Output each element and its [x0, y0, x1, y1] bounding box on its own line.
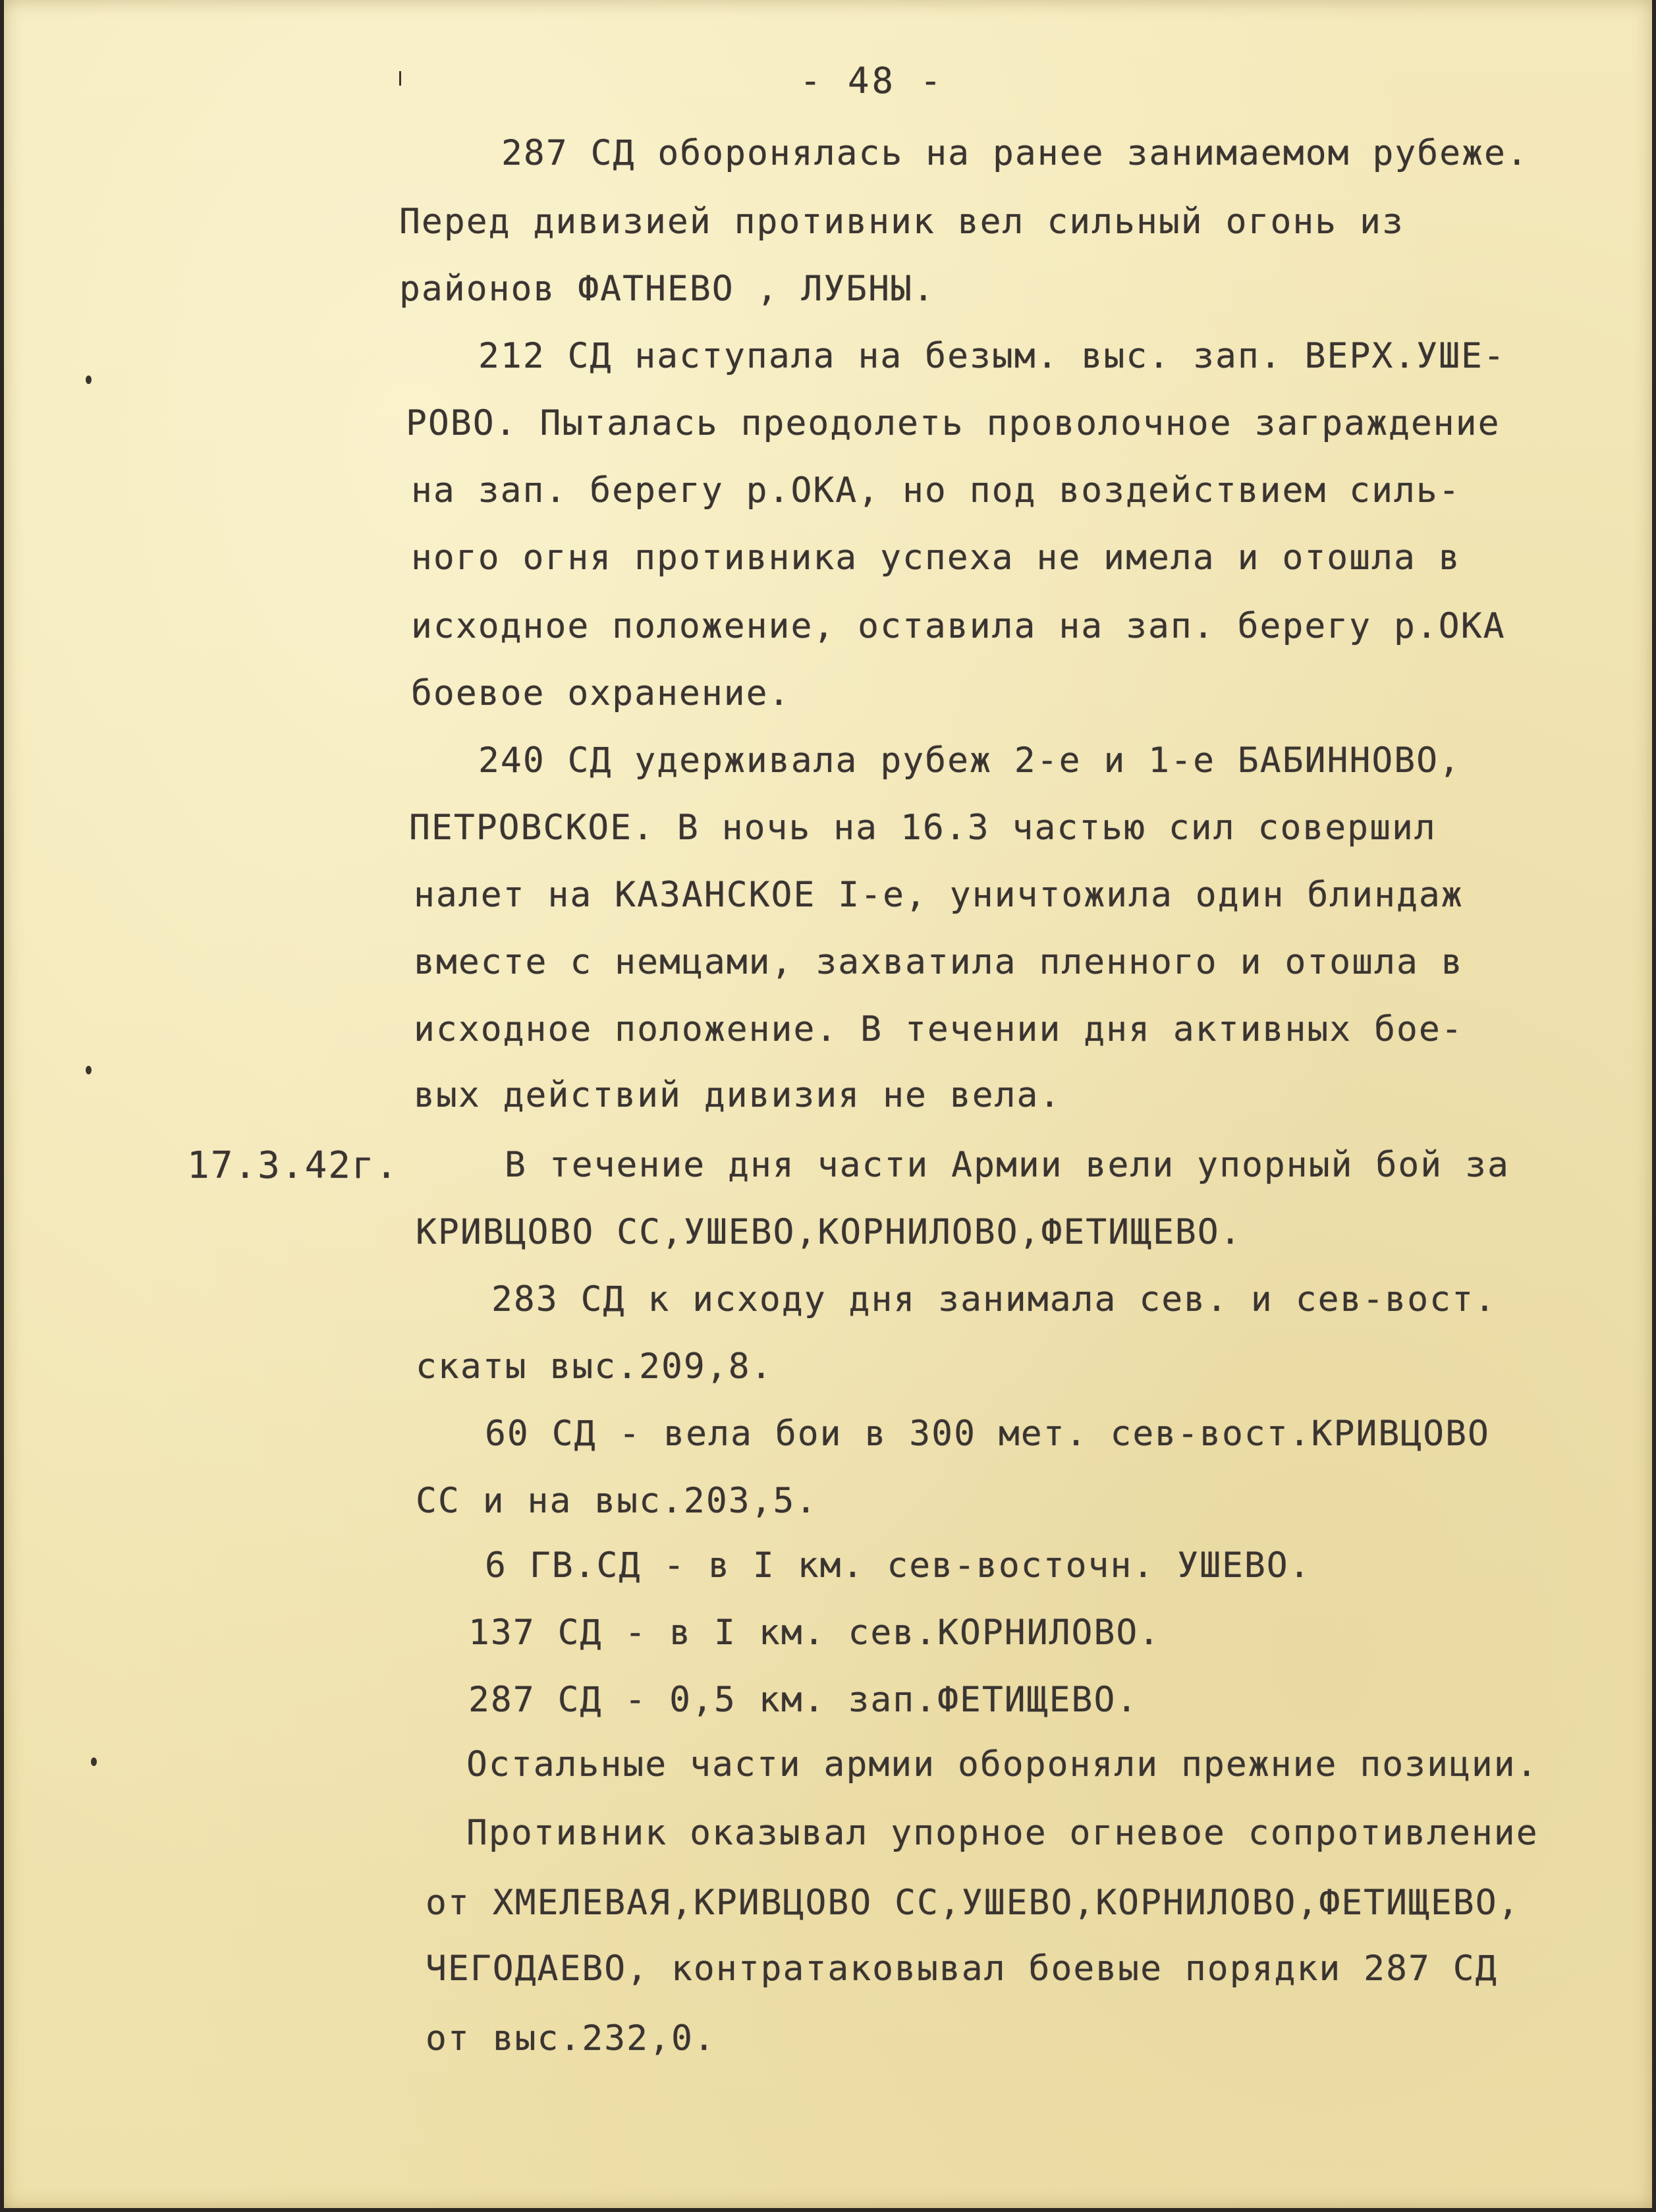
binding-hole: [86, 1066, 92, 1074]
text-line: исходное положение. В течении дня активных бое-: [414, 1009, 1464, 1049]
text-line: 287 СД оборонялась на ранее занимаемом рубеже.: [501, 133, 1529, 173]
text-line: от выс.232,0.: [426, 2018, 716, 2059]
text-line: скаты выс.209,8.: [416, 1346, 773, 1387]
text-line: ПЕТРОВСКОЕ. В ночь на 16.3 частью сил совершил: [409, 808, 1437, 848]
text-line: налет на КАЗАНСКОЕ I-е, уничтожила один блиндаж: [414, 875, 1464, 915]
text-line: Остальные части армии обороняли прежние позиции.: [466, 1744, 1539, 1784]
text-line: исходное положение, оставила на зап. берегу р.ОКА: [411, 606, 1506, 646]
text-line: районов ФАТНЕВО , ЛУБНЫ.: [399, 269, 935, 309]
text-line: ного огня противника успеха не имела и отошла в: [411, 538, 1461, 578]
text-line: 240 СД удерживала рубеж 2-е и 1-е БАБИННОВО,: [478, 740, 1461, 781]
text-line: СС и на выс.203,5.: [416, 1481, 818, 1521]
entry-date: 17.3.42г.: [187, 1144, 399, 1187]
text-line: вместе с немцами, захватила пленного и отошла в: [414, 942, 1464, 982]
text-line: 60 СД - вела бои в 300 мет. сев-вост.КРИВЦОВО: [485, 1414, 1490, 1454]
document-page: [4, 0, 1652, 2208]
text-line: ЧЕГОДАЕВО, контратаковывал боевые порядки 287 СД: [426, 1949, 1498, 1989]
text-line: боевое охранение.: [411, 673, 791, 713]
binding-hole: [86, 375, 92, 384]
text-line: В течение дня части Армии вели упорный бой за: [505, 1145, 1510, 1185]
text-line: КРИВЦОВО СС,УШЕВО,КОРНИЛОВО,ФЕТИЩЕВО.: [416, 1212, 1242, 1252]
text-line: РОВО. Пыталась преодолеть проволочное заграждение: [406, 403, 1501, 443]
text-line: 283 СД к исходу дня занимала сев. и сев-вост.: [491, 1279, 1497, 1319]
margin-pencil-mark: [399, 71, 401, 86]
text-line: вых действий дивизия не вела.: [414, 1075, 1062, 1115]
text-line: 6 ГВ.СД - в I км. сев-восточн. УШЕВО.: [485, 1545, 1311, 1586]
text-line: от ХМЕЛЕВАЯ,КРИВЦОВО СС,УШЕВО,КОРНИЛОВО,ФЕТИЩЕВО,: [426, 1883, 1520, 1923]
text-line: Противник оказывал упорное огневое сопротивление: [466, 1813, 1539, 1853]
text-line: 212 СД наступала на безым. выс. зап. ВЕРХ.УШЕ-: [478, 336, 1506, 376]
text-line: 287 СД - 0,5 км. зап.ФЕТИЩЕВО.: [468, 1680, 1139, 1720]
page-number: - 48 -: [800, 60, 945, 101]
text-line: 137 СД - в I км. сев.КОРНИЛОВО.: [468, 1613, 1161, 1653]
text-line: Перед дивизией противник вел сильный огонь из: [399, 202, 1404, 242]
text-line: на зап. берегу р.ОКА, но под воздействием силь-: [411, 470, 1461, 511]
binding-hole: [91, 1757, 97, 1766]
